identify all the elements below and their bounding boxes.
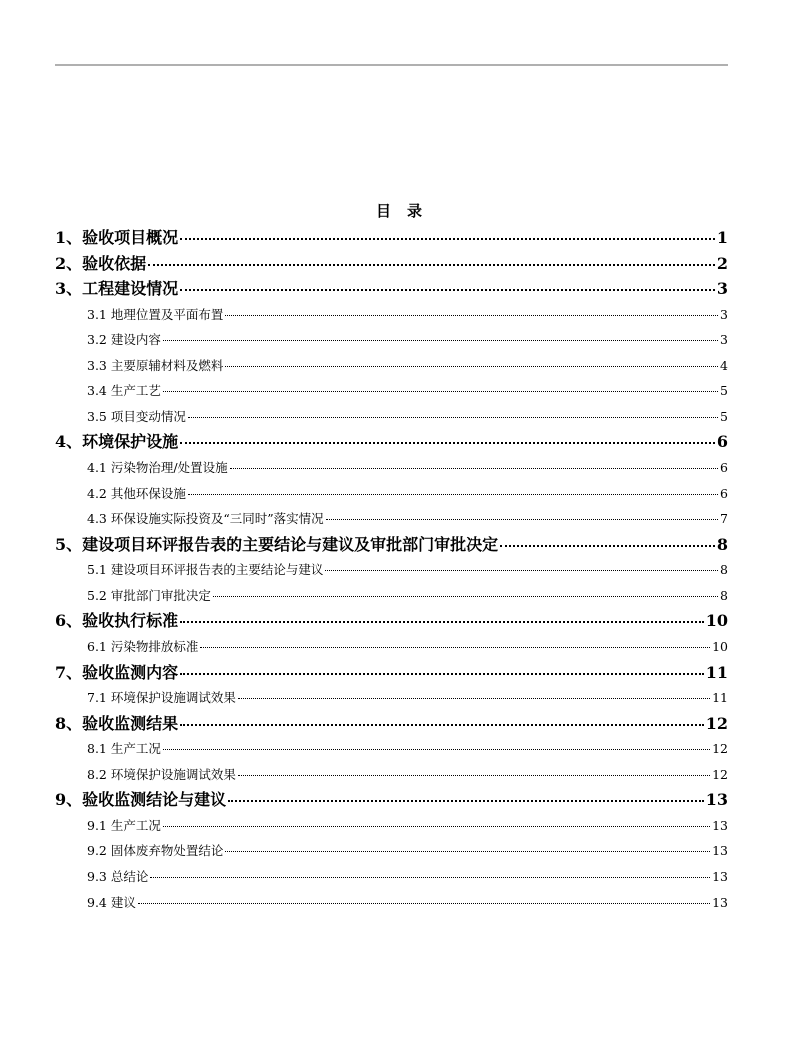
toc-section-entry[interactable] [55,378,728,404]
toc-entry-label: 9.2 固体废弃物处置结论 [87,843,224,859]
toc-dot-leader [150,877,710,878]
toc-section-entry[interactable] [55,813,728,839]
toc-page-number: 8 [720,562,728,578]
toc-page-number: 8 [720,587,728,603]
toc-entry-label: 4.3 环保设施实际投资及“三同时”落实情况 [87,511,324,527]
toc-page-number: 4 [720,357,728,373]
toc-entry-label: 2、验收依据 [55,253,147,273]
toc-section-entry[interactable] [55,302,728,328]
toc-page-number: 13 [712,817,728,833]
toc-entry-label: 3.5 项目变动情况 [87,408,186,424]
toc-title-left: 目 [375,202,393,220]
toc-page-number: 10 [712,638,728,654]
toc-page-number: 13 [712,843,728,859]
toc-entry-label: 3.4 生产工艺 [87,383,161,399]
toc-dot-leader [148,264,715,266]
toc-section-entry[interactable] [55,353,728,379]
toc-page-number: 12 [712,741,728,757]
toc-section-entry[interactable] [55,890,728,916]
toc-dot-leader [225,315,718,316]
toc-chapter-entry[interactable] [55,711,728,737]
toc-entry-label: 6.1 污染物排放标准 [87,638,199,654]
toc-chapter-entry[interactable] [55,276,728,302]
toc-entry-label: 4.1 污染物治理/处置设施 [87,459,228,475]
toc-section-entry[interactable] [55,685,728,711]
toc-dot-leader [326,519,718,520]
toc-dot-leader [228,800,704,802]
toc-entry-label: 8、验收监测结果 [55,713,179,733]
toc-page-number: 5 [720,408,728,424]
toc-section-entry[interactable] [55,634,728,660]
toc-chapter-entry[interactable] [55,251,728,277]
toc-page-number: 1 [716,228,728,247]
toc-dot-leader [163,391,718,392]
toc-section-entry[interactable] [55,506,728,532]
toc-entry-label: 8.1 生产工况 [87,741,161,757]
toc-entry-label: 8.2 环境保护设施调试效果 [87,766,236,782]
toc-entry-label: 4.2 其他环保设施 [87,485,186,501]
toc-section-entry[interactable] [55,583,728,609]
toc-entry-label: 6、验收执行标准 [55,611,179,631]
toc-entry-label: 7、验收监测内容 [55,662,179,682]
toc-page-number: 13 [712,869,728,884]
toc-page-number: 13 [712,894,728,910]
toc-dot-leader [325,570,718,571]
toc-entry-label: 9、验收监测结论与建议 [55,790,227,810]
toc-entry-label: 4、环境保护设施 [55,432,179,452]
toc-dot-leader [188,494,718,495]
toc-page-number: 5 [720,383,728,399]
toc-dot-leader [230,468,718,469]
toc-title-right: 录 [407,202,425,220]
toc-dot-leader [180,289,715,291]
toc-dot-leader [225,851,710,852]
toc-section-entry[interactable] [55,557,728,583]
toc-page-number: 3 [716,279,728,298]
toc-page-number: 6 [720,485,728,501]
toc-dot-leader [163,826,710,827]
toc-section-entry[interactable] [55,736,728,762]
toc-page-number: 8 [716,534,728,554]
toc-page-number: 12 [705,713,728,733]
toc-dot-leader [163,340,718,341]
toc-dot-leader [180,621,704,623]
toc-page-number: 12 [712,766,728,782]
toc-page-number: 6 [720,459,728,475]
toc-page-number: 11 [712,690,728,706]
toc-section-entry[interactable] [55,327,728,353]
toc-dot-leader [188,417,718,418]
toc-title [0,200,800,221]
toc-dot-leader [213,596,718,597]
toc-page-number: 10 [705,611,728,631]
toc-entry-label: 9.1 生产工况 [87,817,161,833]
toc-dot-leader [180,238,715,240]
table-of-contents [55,225,728,915]
toc-entry-label: 9.3 总结论 [87,869,149,884]
toc-entry-label: 3.2 建设内容 [87,332,161,348]
toc-page-number: 3 [720,332,728,348]
toc-entry-label: 5.1 建设项目环评报告表的主要结论与建议 [87,562,324,578]
toc-section-entry[interactable] [55,404,728,430]
toc-entry-label: 7.1 环境保护设施调试效果 [87,690,236,706]
toc-section-entry[interactable] [55,838,728,864]
toc-chapter-entry[interactable] [55,787,728,813]
toc-dot-leader [180,724,704,726]
toc-dot-leader [225,366,718,367]
toc-page-number: 2 [716,253,728,273]
toc-page-number: 3 [720,306,728,322]
toc-dot-leader [238,775,710,776]
toc-entry-label: 5、建设项目环评报告表的主要结论与建议及审批部门审批决定 [55,534,499,554]
toc-section-entry[interactable] [55,455,728,481]
toc-entry-label: 3.3 主要原辅材料及燃料 [87,357,224,373]
toc-entry-label: 3.1 地理位置及平面布置 [87,306,224,322]
toc-entry-label: 5.2 审批部门审批决定 [87,587,211,603]
toc-chapter-entry[interactable] [55,429,728,455]
toc-page-number: 7 [720,511,728,527]
toc-chapter-entry[interactable] [55,532,728,558]
toc-section-entry[interactable] [55,481,728,507]
toc-dot-leader [200,647,710,648]
toc-dot-leader [138,903,710,904]
toc-page-number: 13 [705,790,728,810]
toc-page-number: 6 [716,432,728,452]
toc-entry-label: 9.4 建议 [87,894,136,910]
toc-entry-label: 3、工程建设情况 [55,279,179,298]
toc-page-number: 11 [705,662,728,682]
toc-chapter-entry[interactable] [55,660,728,686]
toc-dot-leader [180,442,715,444]
toc-chapter-entry[interactable] [55,225,728,251]
toc-entry-label: 1、验收项目概况 [55,228,179,247]
header-rule [55,64,728,66]
toc-dot-leader [180,673,704,675]
toc-section-entry[interactable] [55,762,728,788]
toc-chapter-entry[interactable] [55,608,728,634]
toc-dot-leader [163,749,710,750]
toc-dot-leader [238,698,710,699]
toc-dot-leader [500,545,715,547]
toc-section-entry[interactable] [55,864,728,890]
